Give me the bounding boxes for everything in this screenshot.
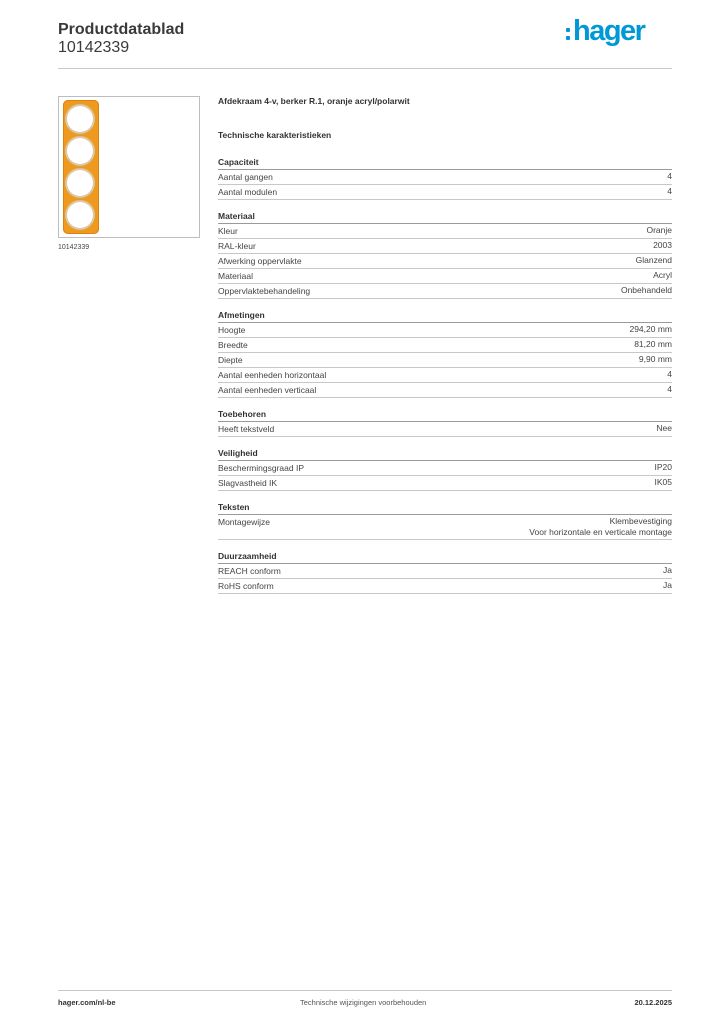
spec-label: Diepte xyxy=(218,355,243,365)
header-divider xyxy=(58,68,672,69)
spec-row xyxy=(218,269,672,284)
spec-row xyxy=(218,170,672,185)
tech-heading: Technische karakteristieken xyxy=(218,130,332,140)
spec-value-line: 4 xyxy=(667,384,672,394)
spec-row xyxy=(218,564,672,579)
spec-value xyxy=(667,186,672,198)
spec-value xyxy=(663,565,672,577)
spec-row xyxy=(218,461,672,476)
logo-dots-icon xyxy=(566,28,570,40)
spec-label: Aantal modulen xyxy=(218,187,278,197)
spec-section xyxy=(218,211,672,299)
spec-section xyxy=(218,448,672,491)
spec-row xyxy=(218,323,672,338)
section-title: Veiligheid xyxy=(218,448,672,461)
spec-value-line: IP20 xyxy=(654,462,672,472)
section-title: Capaciteit xyxy=(218,157,672,170)
footer-notice: Technische wijzigingen voorbehouden xyxy=(300,998,427,1007)
spec-value-line: Onbehandeld xyxy=(620,285,672,295)
spec-value-line: Nee xyxy=(656,423,672,433)
logo-text: hager xyxy=(573,15,645,47)
spec-row xyxy=(218,476,672,491)
spec-label: RAL-kleur xyxy=(218,241,256,251)
spec-value-line: 4 xyxy=(667,369,672,379)
spec-value xyxy=(653,240,672,252)
section-title: Teksten xyxy=(218,502,672,515)
spec-value-line: 2003 xyxy=(653,240,672,250)
spec-value-line: 4 xyxy=(667,186,672,196)
spec-label: Heeft tekstveld xyxy=(218,424,275,434)
spec-value xyxy=(655,462,673,474)
spec-value-line: 294,20 mm xyxy=(629,324,672,334)
hager-logo[interactable] xyxy=(566,14,662,48)
spec-label: Oppervlaktebehandeling xyxy=(218,286,311,296)
spec-row xyxy=(218,338,672,353)
spec-value xyxy=(667,384,672,396)
spec-value-line: 9,90 mm xyxy=(638,354,672,364)
spec-value-line: 81,20 mm xyxy=(634,339,672,349)
section-title: Duurzaamheid xyxy=(218,551,672,564)
product-code: 10142339 xyxy=(58,39,130,56)
section-title: Afmetingen xyxy=(218,310,672,323)
spec-value xyxy=(653,270,672,282)
spec-value-line: IK05 xyxy=(654,477,672,487)
spec-value-line: Ja xyxy=(663,580,672,590)
spec-value-line: Ja xyxy=(663,565,672,575)
spec-value xyxy=(646,225,672,237)
spec-value xyxy=(629,324,672,336)
image-caption: 10142339 xyxy=(58,244,90,251)
spec-table xyxy=(218,157,672,605)
footer-website-link[interactable]: hager.com/nl-be xyxy=(58,998,116,1007)
spec-section xyxy=(218,409,672,437)
spec-row xyxy=(218,383,672,398)
spec-row xyxy=(218,579,672,594)
spec-value xyxy=(529,516,672,538)
spec-section xyxy=(218,157,672,200)
product-name: Afdekraam 4-v, berker R.1, oranje acryl/polarwit xyxy=(218,96,410,106)
spec-row xyxy=(218,224,672,239)
spec-label: Hoogte xyxy=(218,325,246,335)
spec-label: Aantal gangen xyxy=(218,172,273,182)
spec-row xyxy=(218,353,672,368)
spec-value-line: Klembevestiging xyxy=(609,516,672,526)
spec-value xyxy=(667,369,672,381)
spec-value xyxy=(639,354,672,366)
spec-label: Beschermingsgraad IP xyxy=(218,463,304,473)
spec-label: Materiaal xyxy=(218,271,253,281)
section-title: Materiaal xyxy=(218,211,672,224)
spec-label: RoHS conform xyxy=(218,581,274,591)
spec-label: Kleur xyxy=(218,226,238,236)
spec-row xyxy=(218,422,672,437)
spec-section xyxy=(218,310,672,398)
spec-value xyxy=(621,285,672,297)
spec-value xyxy=(667,171,672,183)
spec-row xyxy=(218,368,672,383)
spec-value-line: 4 xyxy=(667,171,672,181)
spec-value xyxy=(656,423,672,435)
frame-4-gang-image xyxy=(63,100,99,234)
spec-row xyxy=(218,515,672,540)
spec-value-line: Acryl xyxy=(653,270,672,280)
spec-label: Afwerking oppervlakte xyxy=(218,256,302,266)
spec-row xyxy=(218,239,672,254)
spec-section xyxy=(218,502,672,540)
spec-value xyxy=(655,477,673,489)
spec-label: REACH conform xyxy=(218,566,281,576)
spec-value xyxy=(634,339,672,351)
footer-date: 20.12.2025 xyxy=(634,998,672,1007)
page-title: Productdatablad xyxy=(58,21,185,38)
footer-divider xyxy=(58,990,672,991)
spec-value-line: Glanzend xyxy=(635,255,672,265)
spec-value xyxy=(663,580,672,592)
spec-label: Montagewijze xyxy=(218,517,270,527)
spec-section xyxy=(218,551,672,594)
section-title: Toebehoren xyxy=(218,409,672,422)
spec-row xyxy=(218,284,672,299)
spec-value-line: Oranje xyxy=(646,225,672,235)
spec-row xyxy=(218,185,672,200)
spec-value-line: Voor horizontale en verticale montage xyxy=(529,527,672,537)
spec-row xyxy=(218,254,672,269)
product-image xyxy=(58,96,200,238)
spec-label: Aantal eenheden horizontaal xyxy=(218,370,327,380)
spec-label: Aantal eenheden verticaal xyxy=(218,385,317,395)
spec-label: Breedte xyxy=(218,340,248,350)
spec-label: Slagvastheid IK xyxy=(218,478,278,488)
spec-value xyxy=(636,255,672,267)
